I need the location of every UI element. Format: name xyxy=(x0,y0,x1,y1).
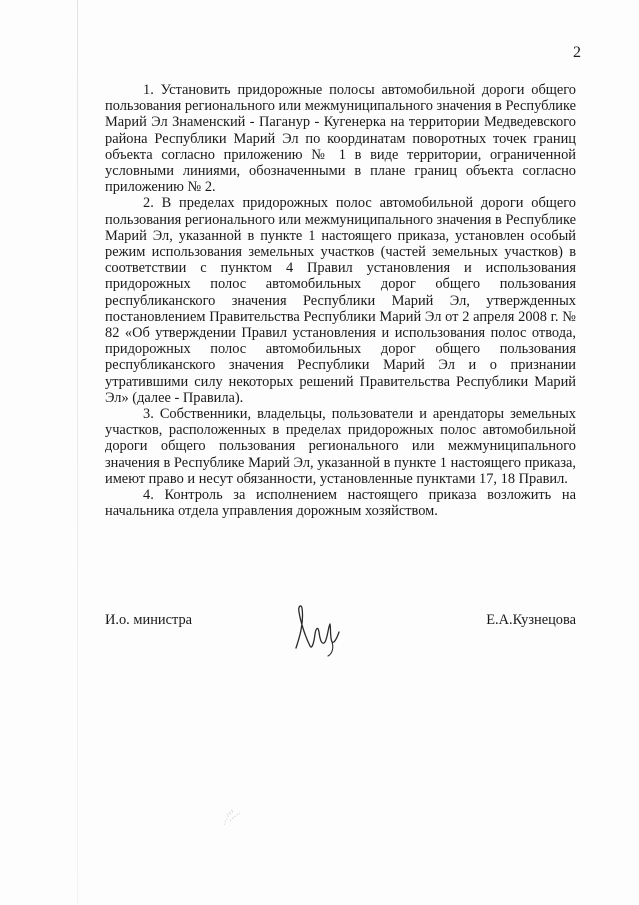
signatory-name: Е.А.Кузнецова xyxy=(486,612,576,628)
handwritten-signature xyxy=(282,598,352,658)
paragraph-1: 1. Установить придорожные полосы автомобильной дороги общего пользования регионального или межмуниципального значения в Республике Марий Эл Знаменский - Паганур - Кугенерка на территории Медведевского района Республики Марий Эл по координатам поворотных точек границ объекта согласно приложению № 1 в виде территории, ограниченной условными линиями, обозначенными в плане границ объекта согласно приложению № 2. xyxy=(105,82,576,196)
paragraph-2: 2. В пределах придорожных полос автомобильной дороги общего пользования регионального или межмуниципального значения в Республике Марий Эл, указанной в пункте 1 настоящего приказа, установлен особый режим использования земельных участков (частей земельных участков) в соответствии с пунктом 4 Правил установления и использования придорожных полос автомобильных дорог общего пользования республиканского значения Республики Марий Эл, утвержденных постановлением Правительства Республики Марий Эл от 2 апреля 2008 г. № 82 «Об утверждении Правил установления и использования полос отвода, придорожных полос автомобильных дорог общего пользования республиканского значения Республики Марий Эл и о признании утратившими силу некоторых решений Правительства Республики Марий Эл» (далее - Правила). xyxy=(105,195,576,406)
scan-smudge xyxy=(218,803,248,831)
document-body xyxy=(105,82,576,519)
paragraph-4: 4. Контроль за исполнением настоящего приказа возложить на начальника отдела управления дорожным хозяйством. xyxy=(105,487,576,520)
paragraph-3: 3. Собственники, владельцы, пользователи и арендаторы земельных участков, расположенных в пределах придорожных полос автомобильной дороги общего пользования регионального или межмуниципального значения в Республике Марий Эл, указанной в пункте 1 настоящего приказа, имеют право и несут обязанности, установленные пунктами 17, 18 Правил. xyxy=(105,406,576,487)
page-number: 2 xyxy=(573,44,581,61)
scan-edge-line xyxy=(77,0,78,905)
signatory-position: И.о. министра xyxy=(105,612,193,628)
